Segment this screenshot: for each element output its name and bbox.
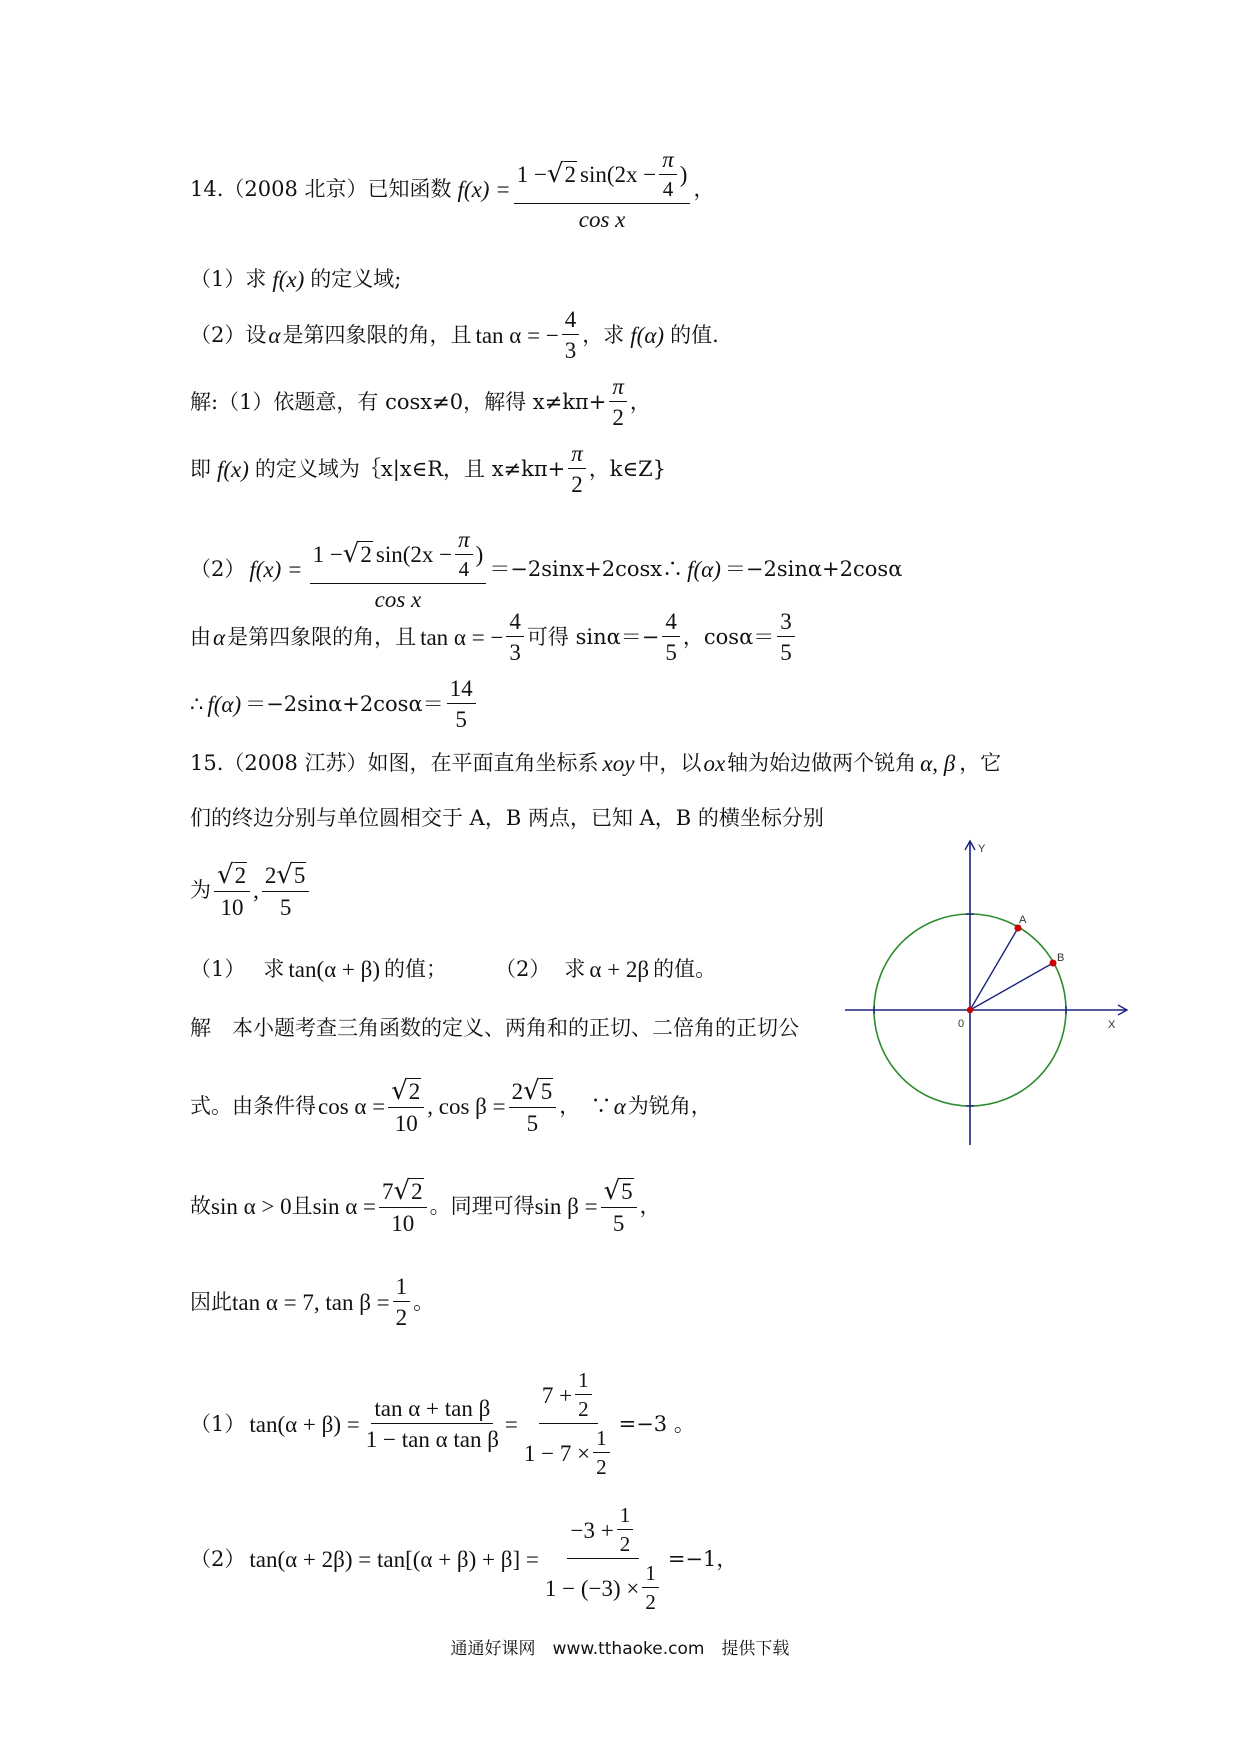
frac-r2-10: √ 2 10 — [214, 862, 250, 919]
s3-b: ＝−2sinx+2cosx∴ — [489, 557, 684, 581]
s5-b: ＝−2sinα+2cosα＝ — [245, 691, 444, 716]
p15-q1-b: 求 — [263, 957, 285, 981]
s4-c: 可得 sinα＝− — [526, 624, 660, 649]
s1-b: ， — [629, 389, 651, 414]
pi-over-4b: $\frac{\pi}{4}$ — [455, 528, 473, 580]
frac-2r5-5: 2 √ 5 5 — [262, 862, 310, 919]
q2-a: （2）设 — [190, 322, 267, 347]
p15-calc2 — [190, 1178, 661, 1235]
s2-b: 的定义域为｛x|x∈R，且 x≠kπ+ — [254, 456, 566, 481]
frac-4-3b: $\frac{4}{3}$ — [506, 610, 524, 664]
label-y: Y — [978, 843, 986, 855]
frac-1-2: $\frac{1}{2}$ — [393, 1275, 411, 1329]
p14-sol2 — [190, 442, 666, 496]
l1-b: 中，以 — [638, 751, 702, 775]
sqrt-2: √ 2 — [546, 159, 577, 190]
s3-sin-open: sin(2x − — [375, 541, 453, 567]
c1-b: ， ∵ — [559, 1094, 612, 1119]
frac-14-5: $\frac{14}{5}$ — [447, 677, 476, 731]
q2-b: 是第四象限的角，且 — [282, 322, 472, 347]
c2-sin2: sin α = — [312, 1194, 376, 1220]
p15-q2-b: 求 — [564, 957, 586, 981]
l1-c: 轴为始边做两个锐角 — [727, 751, 917, 775]
s3-cosx: cos x — [374, 587, 422, 612]
q2-d: 的值. — [670, 322, 719, 347]
p15-q1-c: 的值； — [384, 957, 448, 981]
p14-q2 — [190, 308, 719, 362]
label-a: A — [1019, 914, 1027, 926]
c2-sinb: sin β = — [534, 1194, 598, 1220]
p15-calc3 — [190, 1275, 434, 1329]
label-x: X — [1108, 1019, 1116, 1031]
p15-q2-expr: α + 2β — [589, 957, 650, 982]
c2-a: 故 — [190, 1194, 211, 1219]
q1-f: f(x) — [272, 267, 305, 292]
frac-tan-sum: $\frac{\text{tan α + tan β}}{\text{1 − tan α tan β}}$ — [365, 1396, 499, 1452]
p15-q2-c: 的值。 — [653, 957, 717, 981]
p14-statement — [190, 148, 714, 231]
p14-close: ) — [679, 161, 688, 187]
p14-head: 14.（2008 北京）已知函数 — [190, 177, 452, 201]
c3-end: 。 — [413, 1289, 435, 1314]
frac-3-5: $\frac{3}{5}$ — [777, 610, 795, 664]
q1-a: （1）求 — [190, 267, 267, 291]
p14-q1 — [190, 268, 401, 291]
p14-fraction — [514, 148, 691, 231]
l1-xoy: xoy — [602, 751, 635, 776]
c1-cos: cos α = — [318, 1094, 386, 1120]
sqrt-2b: √ 2 — [342, 539, 372, 570]
l1-ab: α, β — [920, 751, 956, 776]
p14-comma: ， — [693, 177, 715, 201]
p15-questions — [190, 958, 716, 981]
frac-4-3: $\frac{4}{3}$ — [562, 308, 580, 362]
s1-a: 解:（1）依题意，有 cosx≠0，解得 x≠kπ+ — [190, 389, 607, 414]
frac-4-5: $\frac{4}{5}$ — [662, 610, 680, 664]
q2-c: ，求 — [582, 322, 625, 347]
a1-eq: = — [504, 1411, 518, 1437]
frac-cos-b: 2 √ 5 5 — [509, 1078, 557, 1135]
pi-over-4: $\frac{\pi}{4}$ — [659, 148, 677, 200]
page-footer: 通通好课网 www.tthaoke.com 提供下载 — [450, 1639, 790, 1659]
s3-f2: f(α) — [687, 557, 721, 582]
origin-point — [967, 1007, 973, 1013]
ray-oa — [970, 928, 1018, 1010]
a1-res: =−3 。 — [618, 1411, 695, 1436]
frac-compound-1: 7 + $\frac{1}{2}$ 1 − 7 × $\frac{1}{2}$ — [521, 1370, 616, 1478]
ray-ob — [970, 963, 1053, 1010]
c1-c: 为锐角， — [627, 1094, 712, 1119]
c3-a: 因此 — [190, 1289, 232, 1314]
c1-cosb: , cos β = — [427, 1094, 506, 1120]
s3-f: f(x) = — [249, 557, 303, 582]
s5-f: f(α) — [207, 691, 242, 717]
frac-pi-2: $\frac{\pi}{2}$ — [609, 375, 627, 429]
c2-c: 。同理可得 — [429, 1194, 535, 1219]
s3-close: ) — [475, 541, 484, 567]
c1-alpha: α — [613, 1094, 626, 1120]
a1-lhs: tan(α + β) = — [249, 1411, 360, 1437]
p14-sol3 — [190, 528, 902, 611]
s4-alpha: α — [213, 624, 226, 650]
s4-a: 由 — [190, 624, 211, 649]
label-b: B — [1057, 952, 1065, 964]
p15-line3 — [190, 862, 312, 919]
point-b — [1050, 960, 1057, 967]
p15-q1-expr: tan(α + β) — [288, 957, 381, 982]
s4-tan: tan α = − — [420, 624, 504, 650]
p14-cosx: cos x — [578, 207, 626, 232]
p14-sin-open: sin(2x − — [580, 161, 657, 187]
p15-calc1 — [190, 1078, 712, 1135]
p14-sol5 — [190, 677, 479, 731]
q2-f: f(α) — [630, 322, 665, 348]
p14-fraction-2 — [310, 528, 487, 611]
frac-sin-a: 7 √ 2 10 — [379, 1178, 427, 1235]
frac-pi-2b: $\frac{\pi}{2}$ — [568, 442, 586, 496]
c2-end: ， — [639, 1194, 661, 1219]
p15-line1 — [190, 752, 1001, 775]
s4-b: 是第四象限的角，且 — [227, 624, 417, 649]
p15-line2: 们的终边分别与单位圆相交于 A，B 两点，已知 A，B 的横坐标分别 — [190, 806, 824, 830]
a2-a: （2） — [190, 1546, 246, 1571]
frac-sin-b: √ 5 5 — [601, 1178, 637, 1235]
s3-c: ＝−2sinα+2cosα — [724, 557, 903, 581]
q1-b: 的定义域; — [310, 267, 402, 291]
q2-tan: tan α = − — [475, 322, 559, 348]
s2-c: ，k∈Z} — [588, 456, 667, 481]
l1-a: 15.（2008 江苏）如图，在平面直角坐标系 — [190, 751, 599, 775]
q2-alpha: α — [268, 322, 281, 348]
c3-expr: tan α = 7, tan β = — [232, 1289, 390, 1315]
l3-sep: , — [253, 878, 259, 904]
a2-lhs: tan(α + 2β) = tan[(α + β) + β] = — [249, 1546, 539, 1572]
p14-sol1 — [190, 375, 651, 429]
p15-q2: （2） — [495, 957, 551, 981]
s2-a: 即 — [190, 456, 211, 481]
s4-d: ，cosα＝ — [682, 624, 775, 649]
a2-res: =−1， — [667, 1546, 738, 1571]
l3-a: 为 — [190, 878, 211, 903]
p14-sol4 — [190, 610, 798, 664]
s3-a: （2） — [190, 557, 246, 581]
s5-a: ∴ — [190, 691, 204, 716]
c2-b: 且 — [291, 1194, 313, 1219]
l1-ox: ox — [703, 751, 726, 776]
s3-num-1: 1 − — [312, 541, 343, 567]
p14-f-lhs: f(x) = — [457, 177, 511, 202]
c1-a: 式。由条件得 — [190, 1094, 316, 1119]
frac-compound-2: −3 + $\frac{1}{2}$ 1 − (−3) × $\frac{1}{2}$ — [542, 1505, 665, 1613]
label-o: 0 — [958, 1018, 965, 1030]
s2-f: f(x) — [217, 456, 249, 482]
l1-d: ，它 — [959, 751, 1002, 775]
p15-solution-intro: 解 本小题考查三角函数的定义、两角和的正切、二倍角的正切公 — [190, 1016, 799, 1040]
p15-answer2 — [190, 1505, 737, 1613]
c2-sin: sin α > 0 — [211, 1194, 292, 1220]
p15-q1: （1） — [190, 957, 246, 981]
unit-circle-figure — [835, 835, 1135, 1155]
p14-num-1: 1 − — [516, 161, 547, 187]
p15-answer1 — [190, 1370, 695, 1478]
frac-cos-a: √ 2 10 — [388, 1078, 424, 1135]
a1-a: （1） — [190, 1411, 246, 1436]
